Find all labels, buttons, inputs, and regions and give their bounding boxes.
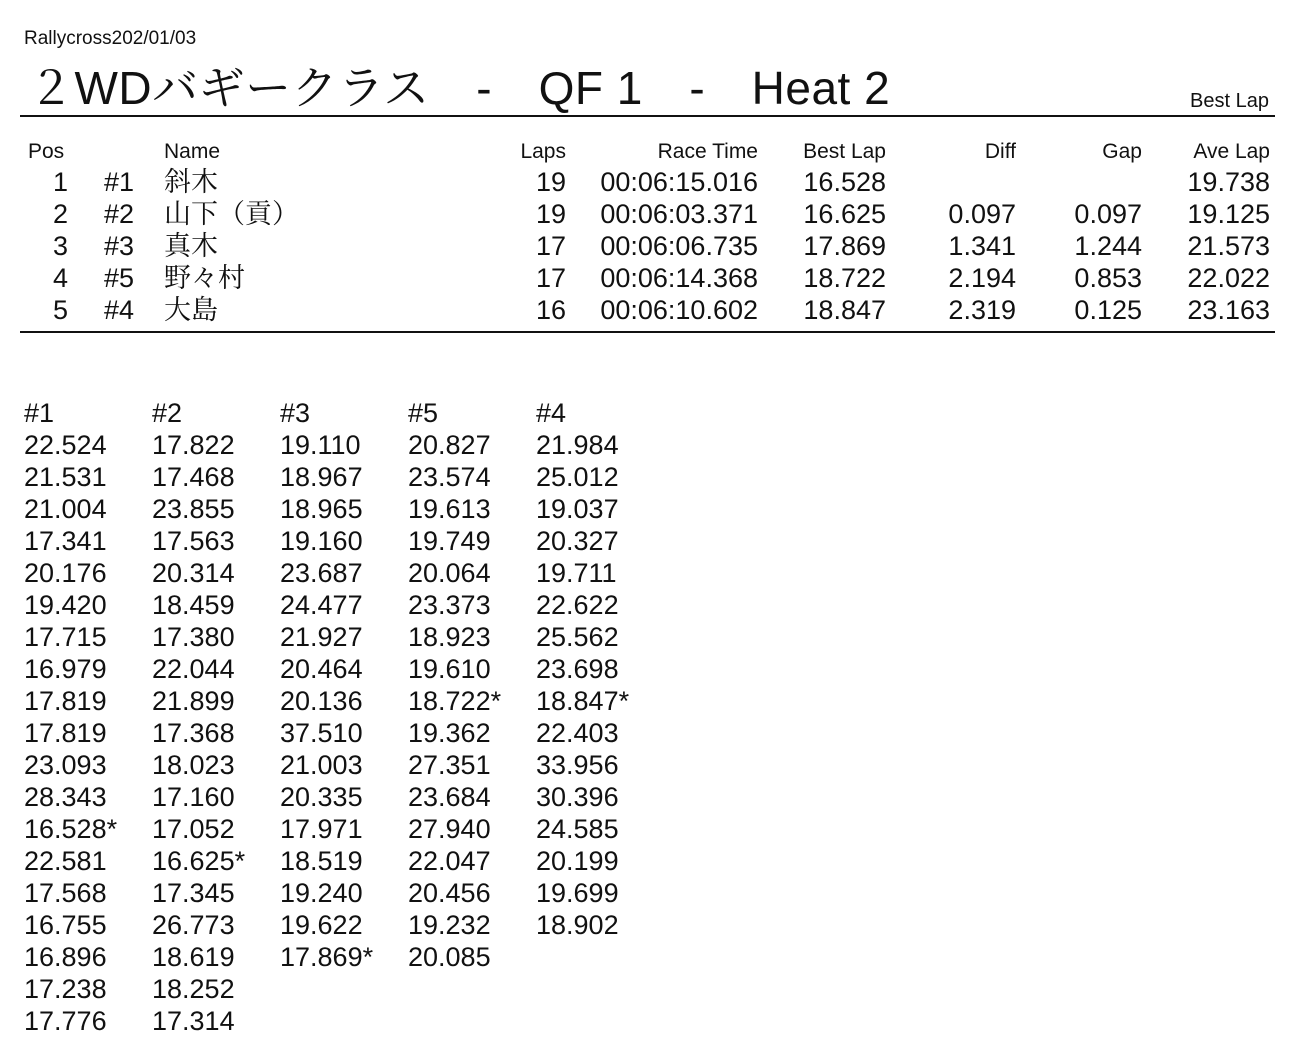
- lap-time: 28.343: [24, 782, 107, 812]
- lap-time: 22.581: [24, 846, 107, 876]
- lap-time: 24.585: [536, 814, 619, 844]
- lap-time: 17.563: [152, 526, 235, 556]
- lap-time: 19.610: [408, 654, 491, 684]
- cell-ave-lap: 19.125: [1187, 199, 1270, 229]
- cell-pos: 2: [52, 199, 68, 229]
- cell-gap: 1.244: [1074, 231, 1142, 261]
- lap-time: 17.160: [152, 782, 235, 812]
- cell-name: 野々村: [164, 263, 245, 293]
- cell-pos: 4: [52, 263, 68, 293]
- lap-time: 22.524: [24, 430, 107, 460]
- lap-time: 26.773: [152, 910, 235, 940]
- lap-time: 17.380: [152, 622, 235, 652]
- cell-ave-lap: 22.022: [1187, 263, 1270, 293]
- cell-num: #1: [104, 167, 135, 197]
- cell-best-lap: 18.847: [803, 295, 886, 325]
- lap-column: [280, 397, 373, 973]
- lap-time: 23.373: [408, 590, 491, 620]
- event-subtitle: Rallycross202/01/03: [24, 28, 197, 49]
- cell-diff: 2.319: [948, 295, 1016, 325]
- lap-time: 19.622: [280, 910, 363, 940]
- lap-time: 23.684: [408, 782, 491, 812]
- lap-time: 20.314: [152, 558, 235, 588]
- lap-column-header: #3: [280, 398, 311, 428]
- cell-race-time: 00:06:15.016: [600, 167, 758, 197]
- cell-num: #5: [104, 263, 135, 293]
- cell-gap: 0.853: [1074, 263, 1142, 293]
- column-header-ave-lap: Ave Lap: [1193, 140, 1270, 163]
- lap-time: 17.971: [280, 814, 363, 844]
- cell-ave-lap: 19.738: [1187, 167, 1270, 197]
- lap-time: 20.176: [24, 558, 107, 588]
- lap-time: 22.403: [536, 718, 619, 748]
- page-title: ２WDバギークラス - QF 1 - Heat 2: [28, 62, 891, 114]
- lap-time: 18.459: [152, 590, 235, 620]
- lap-time: 33.956: [536, 750, 619, 780]
- cell-best-lap: 16.528: [803, 167, 886, 197]
- lap-time: 17.314: [152, 1006, 235, 1036]
- cell-race-time: 00:06:03.371: [600, 199, 758, 229]
- lap-time: 18.847*: [536, 686, 630, 716]
- lap-time: 20.327: [536, 526, 619, 556]
- lap-time: 17.715: [24, 622, 107, 652]
- cell-laps: 19: [535, 199, 566, 229]
- lap-time: 20.064: [408, 558, 491, 588]
- cell-name: 大島: [164, 295, 218, 325]
- lap-time: 21.003: [280, 750, 363, 780]
- lap-time: 18.965: [280, 494, 363, 524]
- cell-name: 真木: [164, 231, 218, 261]
- lap-time: 23.093: [24, 750, 107, 780]
- lap-time: 19.037: [536, 494, 619, 524]
- lap-time: 16.896: [24, 942, 107, 972]
- lap-time: 17.819: [24, 718, 107, 748]
- cell-laps: 19: [535, 167, 566, 197]
- lap-time: 22.047: [408, 846, 491, 876]
- lap-time: 17.568: [24, 878, 107, 908]
- lap-time: 16.755: [24, 910, 107, 940]
- lap-time: 18.967: [280, 462, 363, 492]
- cell-num: #2: [104, 199, 135, 229]
- lap-column-header: #1: [24, 398, 55, 428]
- cell-pos: 3: [52, 231, 68, 261]
- lap-time: 17.238: [24, 974, 107, 1004]
- lap-column: [536, 397, 629, 941]
- lap-time: 16.528*: [24, 814, 118, 844]
- lap-column: [152, 397, 245, 1037]
- column-header-race-time: Race Time: [657, 140, 758, 163]
- lap-column: [24, 397, 117, 1037]
- cell-laps: 17: [535, 263, 566, 293]
- cell-best-lap: 17.869: [803, 231, 886, 261]
- lap-time: 19.749: [408, 526, 491, 556]
- lap-time: 30.396: [536, 782, 619, 812]
- cell-gap: 0.125: [1074, 295, 1142, 325]
- lap-time: 25.562: [536, 622, 619, 652]
- cell-ave-lap: 21.573: [1187, 231, 1270, 261]
- lap-time: 17.869*: [280, 942, 374, 972]
- sort-mode-label: Best Lap: [1190, 90, 1269, 112]
- cell-num: #3: [104, 231, 135, 261]
- lap-time: 25.012: [536, 462, 619, 492]
- lap-time: 17.468: [152, 462, 235, 492]
- lap-time: 16.979: [24, 654, 107, 684]
- lap-time: 19.699: [536, 878, 619, 908]
- lap-time: 22.044: [152, 654, 235, 684]
- lap-time: 23.687: [280, 558, 363, 588]
- cell-gap: 0.097: [1074, 199, 1142, 229]
- lap-time: 17.345: [152, 878, 235, 908]
- cell-diff: 1.341: [948, 231, 1016, 261]
- lap-time: 21.004: [24, 494, 107, 524]
- lap-time: 16.625*: [152, 846, 246, 876]
- lap-time: 20.464: [280, 654, 363, 684]
- cell-laps: 17: [535, 231, 566, 261]
- cell-pos: 1: [52, 167, 68, 197]
- lap-time: 17.819: [24, 686, 107, 716]
- cell-best-lap: 18.722: [803, 263, 886, 293]
- cell-race-time: 00:06:06.735: [600, 231, 758, 261]
- column-header-name: Name: [164, 140, 221, 163]
- lap-time: 20.456: [408, 878, 491, 908]
- lap-time: 20.827: [408, 430, 491, 460]
- lap-time: 23.698: [536, 654, 619, 684]
- lap-time: 24.477: [280, 590, 363, 620]
- lap-time: 19.711: [536, 558, 617, 588]
- lap-time: 27.351: [408, 750, 491, 780]
- lap-time: 18.923: [408, 622, 491, 652]
- column-header-gap: Gap: [1102, 140, 1142, 163]
- lap-time: 21.984: [536, 430, 619, 460]
- lap-time: 18.252: [152, 974, 235, 1004]
- lap-time: 17.368: [152, 718, 235, 748]
- lap-time: 17.341: [24, 526, 107, 556]
- lap-time: 19.110: [280, 430, 361, 460]
- column-header-laps: Laps: [520, 140, 566, 163]
- lap-time: 17.822: [152, 430, 235, 460]
- lap-time: 20.136: [280, 686, 363, 716]
- column-header-diff: Diff: [984, 140, 1016, 163]
- lap-time: 19.160: [280, 526, 363, 556]
- lap-time: 17.776: [24, 1006, 107, 1036]
- cell-best-lap: 16.625: [803, 199, 886, 229]
- cell-name: 山下（貢）: [164, 199, 299, 229]
- lap-time: 20.199: [536, 846, 619, 876]
- cell-laps: 16: [535, 295, 566, 325]
- lap-time: 19.362: [408, 718, 491, 748]
- cell-num: #4: [104, 295, 135, 325]
- cell-gap: [1030, 166, 1142, 198]
- lap-time: 19.613: [408, 494, 491, 524]
- lap-time: 18.619: [152, 942, 235, 972]
- lap-time: 37.510: [280, 718, 363, 748]
- lap-time: 18.023: [152, 750, 235, 780]
- lap-time: 20.085: [408, 942, 491, 972]
- lap-time: 22.622: [536, 590, 619, 620]
- lap-time: 19.232: [408, 910, 491, 940]
- lap-time: 21.531: [24, 462, 107, 492]
- lap-time: 27.940: [408, 814, 491, 844]
- cell-name: 斜木: [164, 167, 218, 197]
- lap-time: 19.240: [280, 878, 363, 908]
- lap-time: 21.927: [280, 622, 363, 652]
- column-header-pos: Pos: [28, 140, 65, 163]
- cell-diff: [900, 166, 1016, 198]
- cell-race-time: 00:06:14.368: [600, 263, 758, 293]
- lap-time: 17.052: [152, 814, 235, 844]
- lap-column-header: #4: [536, 398, 567, 428]
- header-divider: [20, 115, 1275, 117]
- cell-pos: 5: [52, 295, 68, 325]
- lap-column-header: #2: [152, 398, 183, 428]
- cell-diff: 2.194: [948, 263, 1016, 293]
- lap-time: 21.899: [152, 686, 235, 716]
- lap-time: 19.420: [24, 590, 107, 620]
- cell-race-time: 00:06:10.602: [600, 295, 758, 325]
- lap-time: 23.855: [152, 494, 235, 524]
- cell-ave-lap: 23.163: [1187, 295, 1270, 325]
- lap-time: 23.574: [408, 462, 491, 492]
- lap-column-header: #5: [408, 398, 439, 428]
- cell-diff: 0.097: [948, 199, 1016, 229]
- lap-column: [408, 397, 501, 973]
- table-divider: [20, 331, 1275, 333]
- column-header-best-lap: Best Lap: [803, 140, 886, 163]
- lap-time: 18.902: [536, 910, 619, 940]
- lap-time: 18.519: [280, 846, 363, 876]
- lap-time: 18.722*: [408, 686, 502, 716]
- lap-time: 20.335: [280, 782, 363, 812]
